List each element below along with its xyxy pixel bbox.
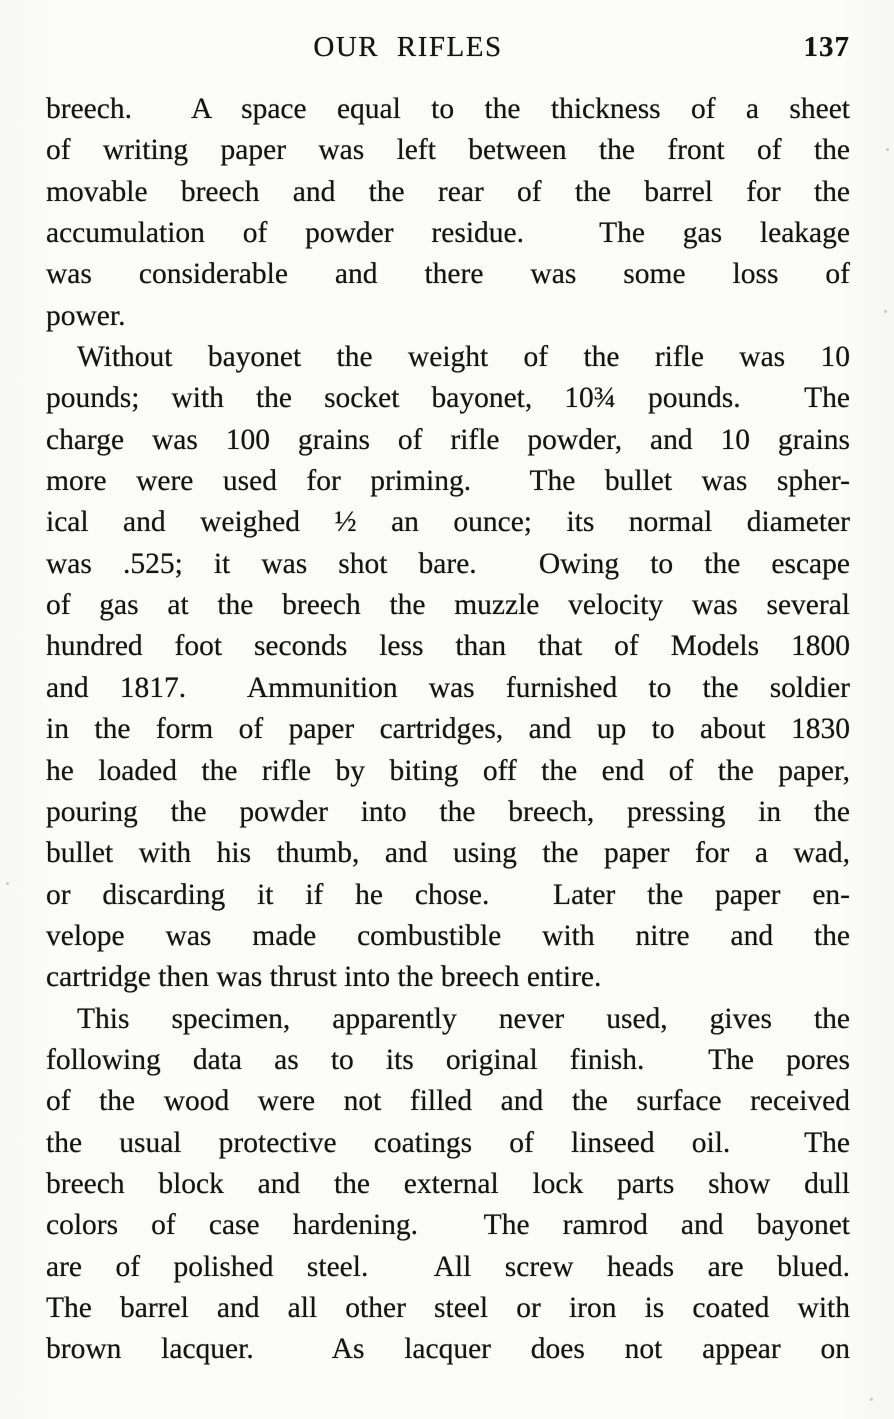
text-line: was considerable and there was some loss of [46,258,850,291]
text-line: breech. A space equal to the thickness of a sheet [46,93,850,125]
running-head [46,31,850,65]
page-number: 137 [803,31,850,63]
text-line: of the wood were not filled and the surface received [46,1085,850,1118]
text-line: Without bayonet the weight of the rifle was 10 [77,341,850,374]
text-line: cartridge then was thrust into the breech entire. [46,961,602,994]
text-line: The barrel and all other steel or iron is coated with [46,1291,850,1324]
text-line: colors of case hardening. The ramrod and bayonet [46,1209,850,1242]
text-line: ical and weighed ½ an ounce; its normal diameter [46,506,850,539]
text-line: bullet with his thumb, and using the paper for a wad, [46,837,850,870]
text-line: This specimen, apparently never used, gives the [77,1002,850,1035]
text-line: more were used for priming. The bullet was spher- [46,465,850,498]
text-line: breech block and the external lock parts show dull [46,1167,850,1200]
text-line: he loaded the rifle by biting off the end of the paper, [46,754,850,787]
text-line: charge was 100 grains of rifle powder, and 10 grains [46,423,850,456]
page-text-block [46,89,850,1371]
text-line: of writing paper was left between the front of the [46,134,850,167]
page-title: OUR RIFLES [313,31,503,63]
text-line: pounds; with the socket bayonet, 10¾ pounds. The [46,382,850,415]
text-line: brown lacquer. As lacquer does not appear on [46,1333,850,1366]
text-line: the usual protective coatings of linseed oil. The [46,1126,850,1159]
text-line: velope was made combustible with nitre and the [46,919,850,952]
text-line: and 1817. Ammunition was furnished to the soldier [46,671,850,704]
text-line: or discarding it if he chose. Later the paper en- [46,878,850,911]
text-line: in the form of paper cartridges, and up to about 1830 [46,713,850,746]
text-line: power. [46,299,126,332]
scan-speck [6,882,9,885]
text-line: pouring the powder into the breech, pressing in the [46,795,850,828]
text-line: following data as to its original finish. The pores [46,1043,850,1076]
text-line: movable breech and the rear of the barrel for the [46,175,850,208]
scan-speck [884,310,887,313]
text-line: are of polished steel. All screw heads are blued. [46,1250,850,1283]
text-line: hundred foot seconds less than that of Models 1800 [46,630,850,663]
text-line: of gas at the breech the muzzle velocity was several [46,589,850,622]
scan-speck [870,1398,873,1401]
scan-speck [886,148,889,151]
text-line: was .525; it was shot bare. Owing to the escape [46,547,850,580]
text-line: accumulation of powder residue. The gas leakage [46,217,850,250]
